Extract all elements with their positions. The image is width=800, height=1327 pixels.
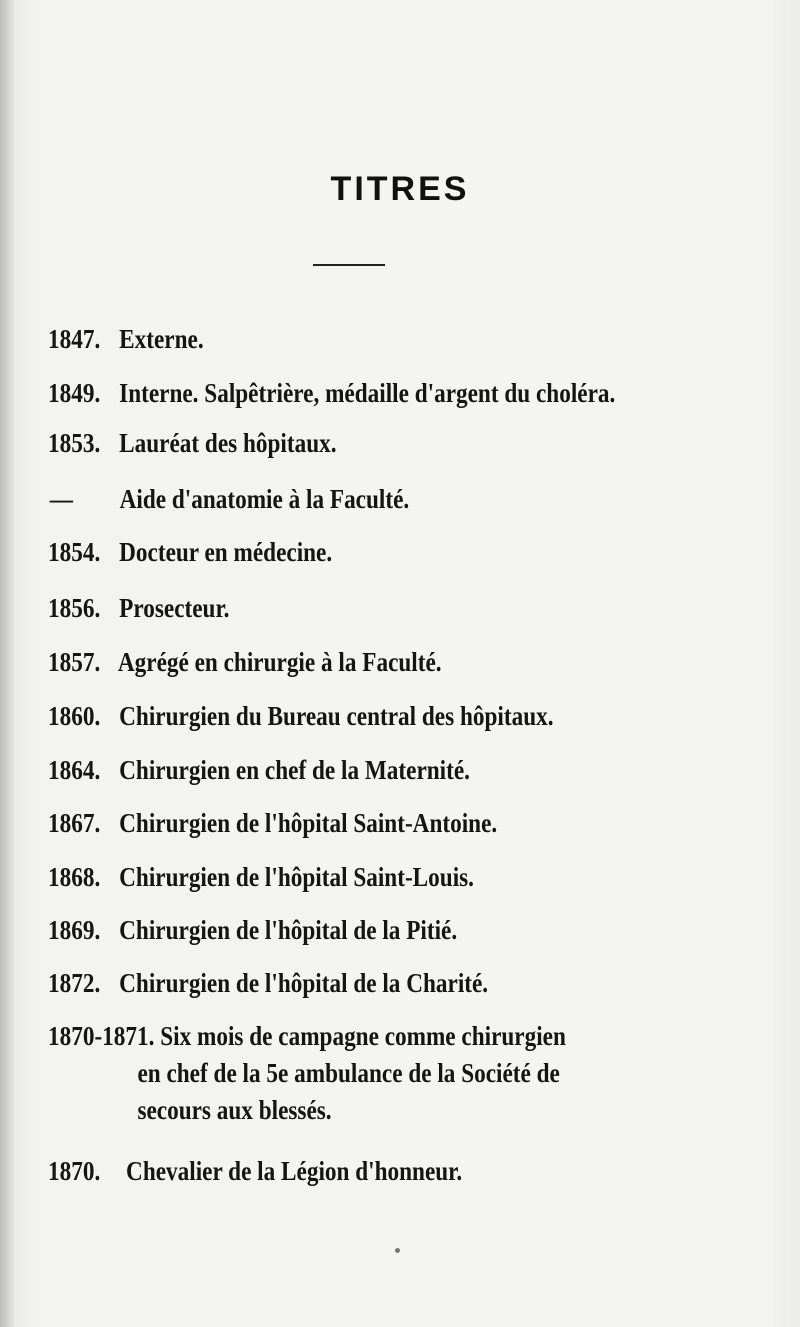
entry-year: 1870. [48, 1156, 101, 1186]
entry-1864 [48, 751, 598, 789]
page-title: TITRES [330, 170, 470, 208]
entry-dash: — [49, 484, 73, 514]
entry-1860 [48, 697, 598, 735]
entry-aide-anatomie [48, 480, 598, 518]
entry-campaign-1870-1871 [48, 1018, 667, 1129]
entry-text: Chirurgien de l'hôpital de la Charité. [119, 968, 489, 998]
entry-1849 [48, 374, 616, 412]
entry-text: Interne. Salpêtrière, médaille d'argent du choléra. [119, 378, 616, 408]
entry-text: Chirurgien de l'hôpital Saint-Louis. [119, 862, 474, 892]
entry-year: 1854. [48, 537, 101, 567]
entry-text: Chirurgien en chef de la Maternité. [119, 755, 470, 785]
entry-1872 [48, 964, 598, 1002]
entry-text: Lauréat des hôpitaux. [119, 428, 337, 458]
entry-1853 [48, 424, 598, 462]
entry-text: Aide d'anatomie à la Faculté. [119, 484, 410, 514]
campaign-line-2: en chef de la 5e ambulance de la Société de [137, 1058, 560, 1088]
entry-1847 [48, 320, 598, 358]
entry-legion-1870 [48, 1152, 598, 1190]
entry-year: 1868. [48, 862, 101, 892]
entry-1867 [48, 804, 598, 842]
entry-year: 1867. [48, 808, 101, 838]
entry-text: Docteur en médecine. [119, 537, 333, 567]
entry-1868 [48, 858, 598, 896]
entry-year: 1856. [48, 593, 101, 623]
entry-year: 1849. [48, 378, 101, 408]
campaign-line-3: secours aux blessés. [137, 1095, 332, 1125]
entry-1856 [48, 589, 598, 627]
entry-year: 1869. [48, 915, 101, 945]
campaign-line-1 [48, 1018, 667, 1055]
entry-year: 1847. [48, 324, 101, 354]
entry-year: 1857. [48, 647, 101, 677]
entry-text: Agrégé en chirurgie à la Faculté. [117, 647, 442, 677]
entry-text: Chevalier de la Légion d'honneur. [126, 1156, 463, 1186]
title-rule [313, 264, 385, 266]
ink-speck [395, 1248, 400, 1253]
entry-text: Six mois de campagne comme chirurgien [160, 1021, 566, 1051]
entry-1869 [48, 911, 598, 949]
entry-year: 1872. [48, 968, 101, 998]
entry-text: Chirurgien du Bureau central des hôpitaux. [119, 701, 554, 731]
entry-year: 1860. [48, 701, 101, 731]
entry-year: 1853. [48, 428, 101, 458]
entry-text: Chirurgien de l'hôpital de la Pitié. [119, 915, 458, 945]
entry-text: Externe. [119, 324, 204, 354]
entry-1857 [48, 643, 598, 681]
entry-1854 [48, 533, 598, 571]
entry-text: Prosecteur. [119, 593, 230, 623]
entry-year: 1870-1871. [48, 1021, 155, 1051]
entry-text: Chirurgien de l'hôpital Saint-Antoine. [119, 808, 498, 838]
entry-year: 1864. [48, 755, 101, 785]
